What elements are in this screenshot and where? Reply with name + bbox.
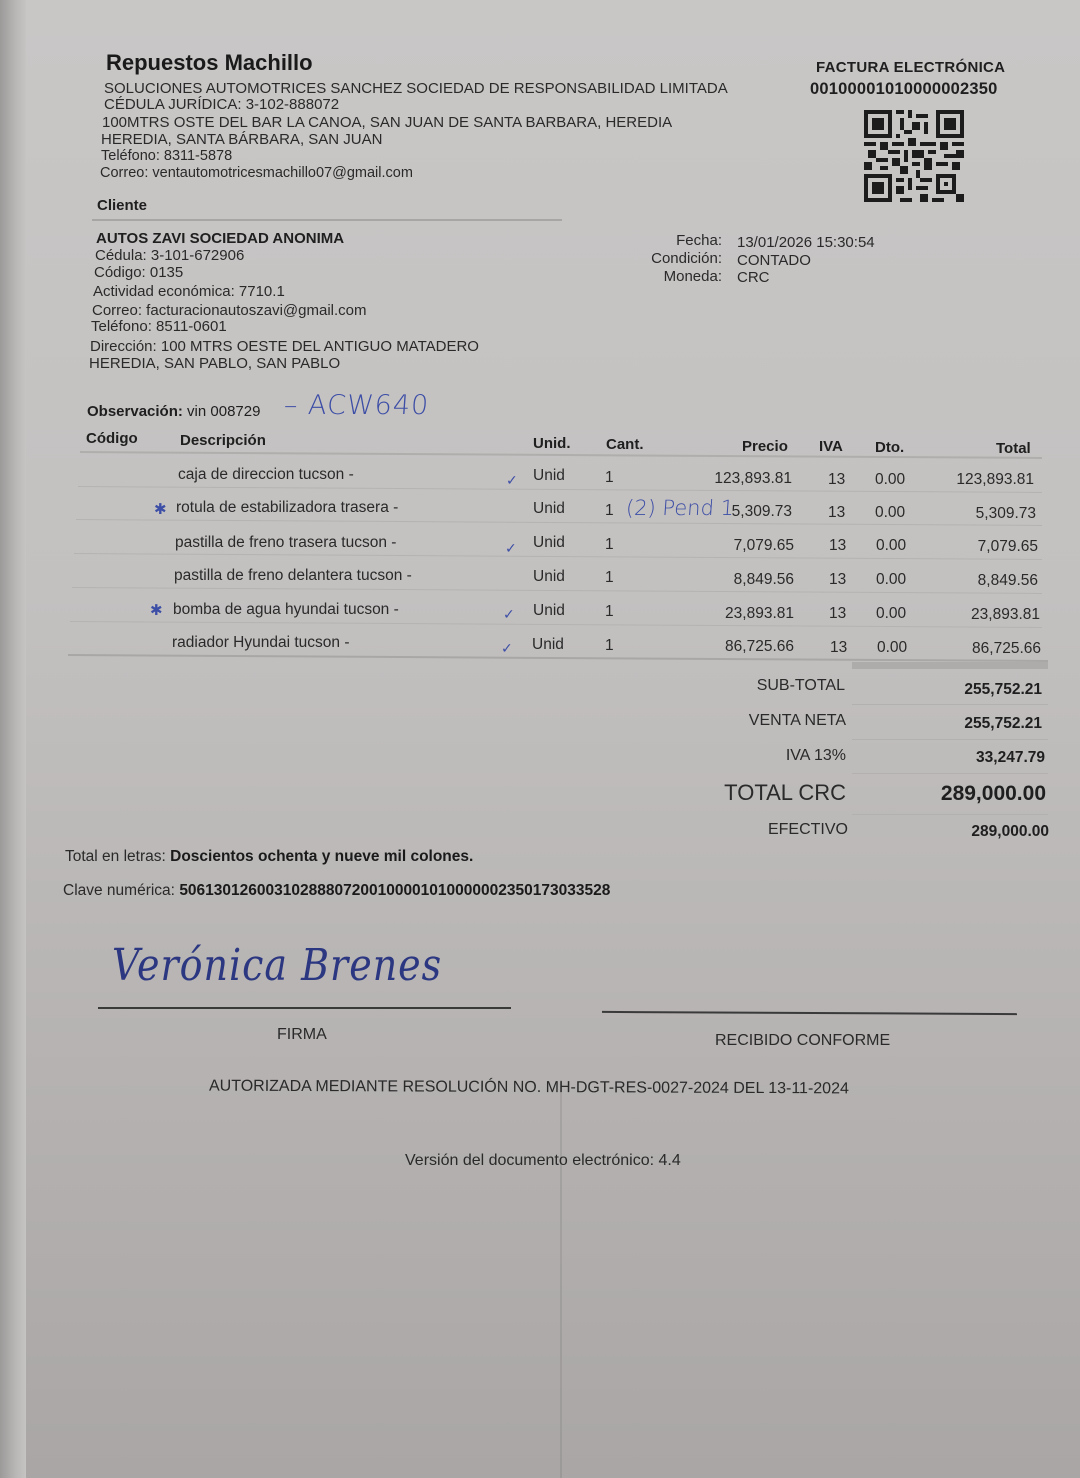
client-section-label: Cliente	[97, 197, 148, 214]
row-discount: 0.00	[875, 504, 906, 521]
row-description: bomba de agua hyundai tucson -	[173, 601, 399, 618]
check-mark-icon: ✓	[505, 540, 517, 556]
row-quantity: 1	[605, 637, 614, 654]
paper-fold	[560, 1080, 562, 1478]
row-total: 5,309.73	[975, 505, 1036, 522]
signature-line	[98, 1007, 511, 1009]
venta-neta-label: VENTA NETA	[748, 712, 846, 729]
totals-divider	[852, 814, 1048, 815]
row-unit: Unid	[533, 534, 565, 551]
row-total: 123,893.81	[956, 471, 1034, 488]
row-discount: 0.00	[875, 471, 906, 488]
row-iva: 13	[829, 537, 847, 554]
check-mark-icon: ✓	[506, 472, 518, 488]
paper-edge-shadow	[0, 0, 26, 1478]
moneda-label: Moneda:	[663, 268, 722, 285]
numeric-key-label: Clave numérica:	[63, 882, 175, 899]
row-iva: 13	[830, 639, 848, 656]
row-total: 23,893.81	[971, 606, 1040, 623]
row-unit: Unid	[533, 568, 565, 585]
observation-value: vin 008729	[187, 403, 261, 420]
document-number: 00100001010000002350	[810, 80, 998, 98]
numeric-key	[63, 882, 610, 900]
issuer-legal-name: SOLUCIONES AUTOMOTRICES SANCHEZ SOCIEDAD DE RESPONSABILIDAD LIMITADA	[104, 80, 728, 97]
header-iva: IVA	[819, 438, 843, 455]
row-description: rotula de estabilizadora trasera -	[176, 499, 399, 516]
document-version: Versión del documento electrónico: 4.4	[405, 1152, 681, 1169]
client-address-line2: HEREDIA, SAN PABLO, SAN PABLO	[89, 355, 341, 372]
header-descripcion: Descripción	[180, 432, 266, 449]
total-label: TOTAL CRC	[724, 780, 846, 805]
row-iva: 13	[828, 471, 846, 488]
totals-divider	[852, 773, 1048, 774]
recibido-conforme-label: RECIBIDO CONFORME	[715, 1032, 891, 1049]
total-in-words-value: Doscientos ochenta y nueve mil colones.	[170, 848, 474, 865]
row-total: 86,725.66	[972, 640, 1041, 657]
client-codigo: Código: 0135	[94, 264, 184, 281]
total-in-words	[65, 848, 473, 866]
condicion-value: CONTADO	[737, 252, 811, 269]
numeric-key-value: 50613012600310288807200100001010000002350173033528	[179, 882, 611, 899]
observation-label: Observación:	[87, 403, 183, 420]
row-description: pastilla de freno trasera tucson -	[175, 534, 397, 551]
client-address-line1: Dirección: 100 MTRS OESTE DEL ANTIGUO MATADERO	[90, 338, 479, 355]
client-cedula: Cédula: 3-101-672906	[95, 247, 245, 264]
row-discount: 0.00	[876, 537, 907, 554]
document-type: FACTURA ELECTRÓNICA	[816, 59, 1006, 76]
header-unid: Unid.	[533, 435, 571, 452]
client-name: AUTOS ZAVI SOCIEDAD ANONIMA	[96, 230, 345, 247]
row-unit: Unid	[533, 467, 565, 484]
row-quantity: 1	[605, 603, 614, 620]
observation	[87, 403, 260, 420]
iva-label: IVA 13%	[785, 747, 846, 764]
totals-header-bar	[852, 662, 1048, 669]
row-unit: Unid	[533, 500, 565, 517]
row-iva: 13	[828, 504, 846, 521]
totals-divider	[852, 704, 1048, 705]
observation-handwritten-plate: – ACW640	[282, 390, 431, 421]
row-unit: Unid	[532, 636, 564, 653]
subtotal-label: SUB-TOTAL	[756, 677, 845, 694]
header-cant: Cant.	[606, 436, 644, 453]
subtotal-value: 255,752.21	[964, 681, 1042, 698]
issuer-email: Correo: ventautomotricesmachillo07@gmail.com	[100, 165, 413, 181]
moneda-value: CRC	[737, 269, 770, 286]
authorization-text: AUTORIZADA MEDIANTE RESOLUCIÓN NO. MH-DGT-RES-0027-2024 DEL 13-11-2024	[208, 1077, 849, 1098]
check-mark-icon: ✓	[501, 640, 513, 656]
row-total: 7,079.65	[977, 538, 1038, 555]
condicion-label: Condición:	[651, 250, 722, 267]
efectivo-value: 289,000.00	[971, 823, 1049, 840]
row-description: pastilla de freno delantera tucson -	[174, 567, 412, 584]
row-description: radiador Hyundai tucson -	[172, 634, 350, 651]
row-price: 8,849.56	[733, 571, 794, 588]
received-line	[602, 1011, 1017, 1015]
total-in-words-label: Total en letras:	[65, 848, 166, 865]
qr-code-icon	[864, 110, 964, 202]
row-description: caja de direccion tucson -	[178, 466, 354, 483]
row-iva: 13	[829, 571, 847, 588]
row-discount: 0.00	[877, 639, 908, 656]
issuer-trade-name: Repuestos Machillo	[106, 50, 313, 75]
client-actividad: Actividad económica: 7710.1	[93, 283, 285, 300]
row-price: 23,893.81	[725, 605, 794, 622]
total-value: 289,000.00	[940, 782, 1046, 805]
asterisk-mark-icon: ✱	[150, 602, 163, 619]
issuer-address-line2: HEREDIA, SANTA BÁRBARA, SAN JUAN	[101, 131, 383, 148]
efectivo-label: EFECTIVO	[767, 821, 848, 838]
handwritten-pending-note: (2) Pend 1	[625, 496, 735, 520]
row-discount: 0.00	[876, 605, 907, 622]
totals-divider	[852, 739, 1048, 740]
row-quantity: 1	[605, 502, 614, 519]
row-price: 123,893.81	[714, 470, 792, 487]
header-precio: Precio	[742, 438, 788, 455]
issuer-cedula: CÉDULA JURÍDICA: 3-102-888072	[104, 96, 340, 113]
row-unit: Unid	[533, 602, 565, 619]
check-mark-icon: ✓	[503, 606, 515, 622]
handwritten-signature: Verónica Brenes	[112, 939, 443, 991]
issuer-address-line1: 100MTRS OSTE DEL BAR LA CANOA, SAN JUAN DE SANTA BARBARA, HEREDIA	[102, 114, 673, 131]
row-price: 7,079.65	[733, 537, 794, 554]
asterisk-mark-icon: ✱	[154, 501, 167, 518]
row-quantity: 1	[605, 569, 614, 586]
row-iva: 13	[829, 605, 847, 622]
client-phone: Teléfono: 8511-0601	[91, 318, 227, 335]
issuer-phone: Teléfono: 8311-5878	[101, 148, 233, 164]
row-price: 86,725.66	[725, 638, 794, 655]
header-dto: Dto.	[875, 439, 905, 456]
row-quantity: 1	[605, 469, 614, 486]
row-discount: 0.00	[876, 571, 907, 588]
firma-label: FIRMA	[277, 1026, 327, 1043]
venta-neta-value: 255,752.21	[964, 715, 1042, 732]
fecha-value: 13/01/2026 15:30:54	[737, 234, 875, 251]
row-price: 5,309.73	[731, 503, 792, 520]
fecha-label: Fecha:	[676, 232, 722, 249]
client-email: Correo: facturacionautoszavi@gmail.com	[92, 302, 367, 319]
header-total: Total	[996, 440, 1031, 457]
row-total: 8,849.56	[977, 572, 1038, 589]
row-quantity: 1	[605, 536, 614, 553]
client-divider	[92, 219, 562, 221]
iva-value: 33,247.79	[976, 749, 1045, 766]
header-codigo: Código	[86, 430, 138, 447]
